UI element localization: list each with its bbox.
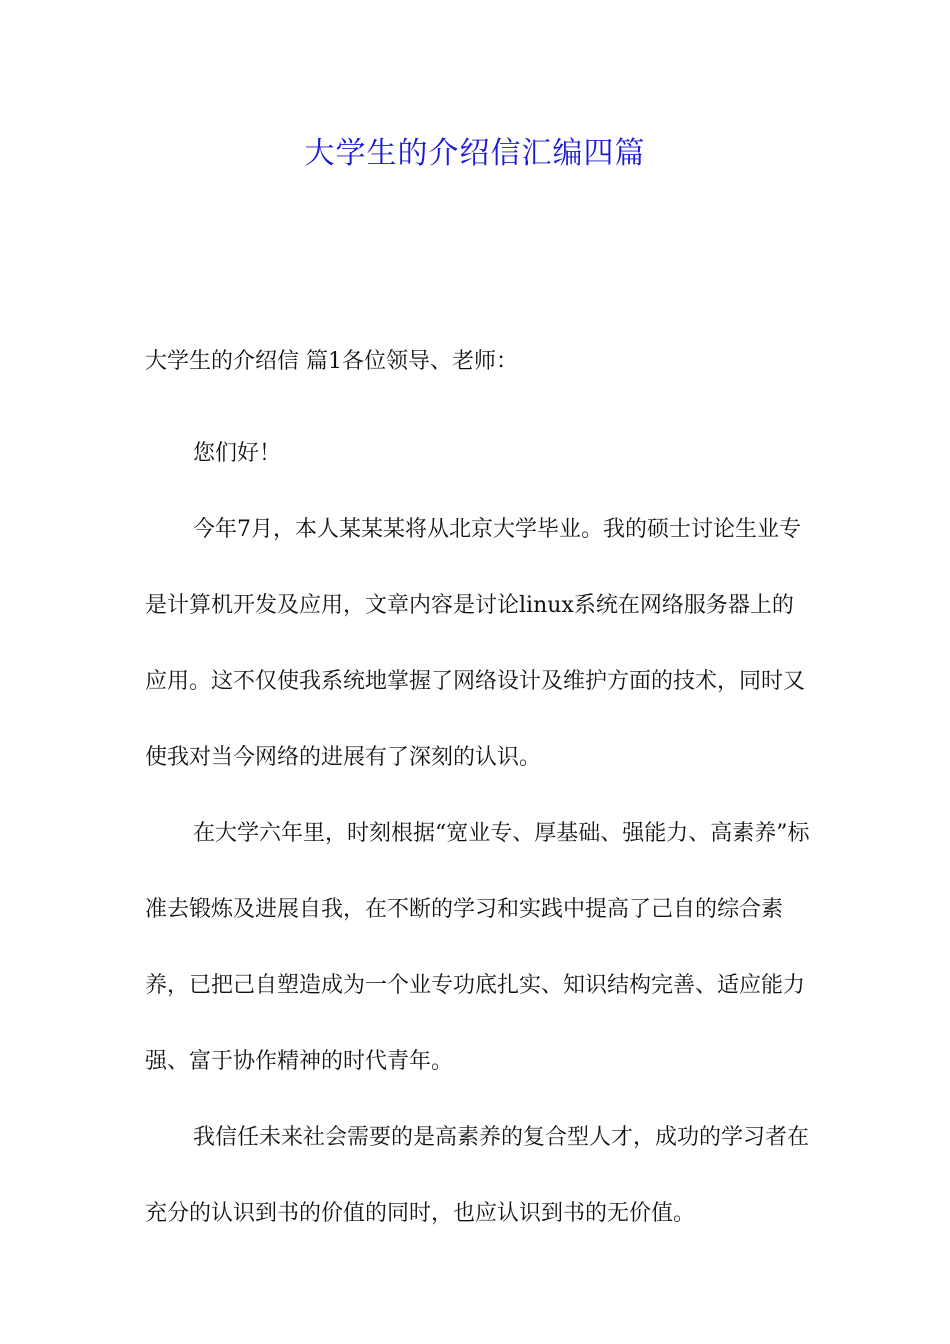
body-paragraph: 今年7月，本人某某某将从北京大学毕业。我的硕士讨论生业专是计算机开发及应用，文章内容是讨论linux系统在网络服务器上的应用。这不仅使我系统地掌握了网络设计及维护方面的技术，同时又使我对当今网络的进展有了深刻的认识。	[145, 517, 806, 770]
document-title: 大学生的介绍信汇编四篇	[304, 136, 646, 171]
body-paragraph: 我信任未来社会需要的是高素养的复合型人才，成功的学习者在充分的认识到书的价值的同时，也应认识到书的无价值。	[145, 1125, 810, 1226]
document-body	[145, 340, 810, 1252]
greeting-paragraph: 您们好！	[193, 441, 282, 466]
body-paragraph: 在大学六年里，时刻根据“宽业专、厚基础、强能力、高素养”标准去锻炼及进展自我，在不断的学习和实践中提高了己自的综合素养，已把己自塑造成为一个业专功底扎实、知识结构完善、适应能力强、富于协作精神的时代青年。	[145, 821, 810, 1074]
salutation-paragraph: 大学生的介绍信 篇1各位领导、老师：	[145, 349, 518, 374]
